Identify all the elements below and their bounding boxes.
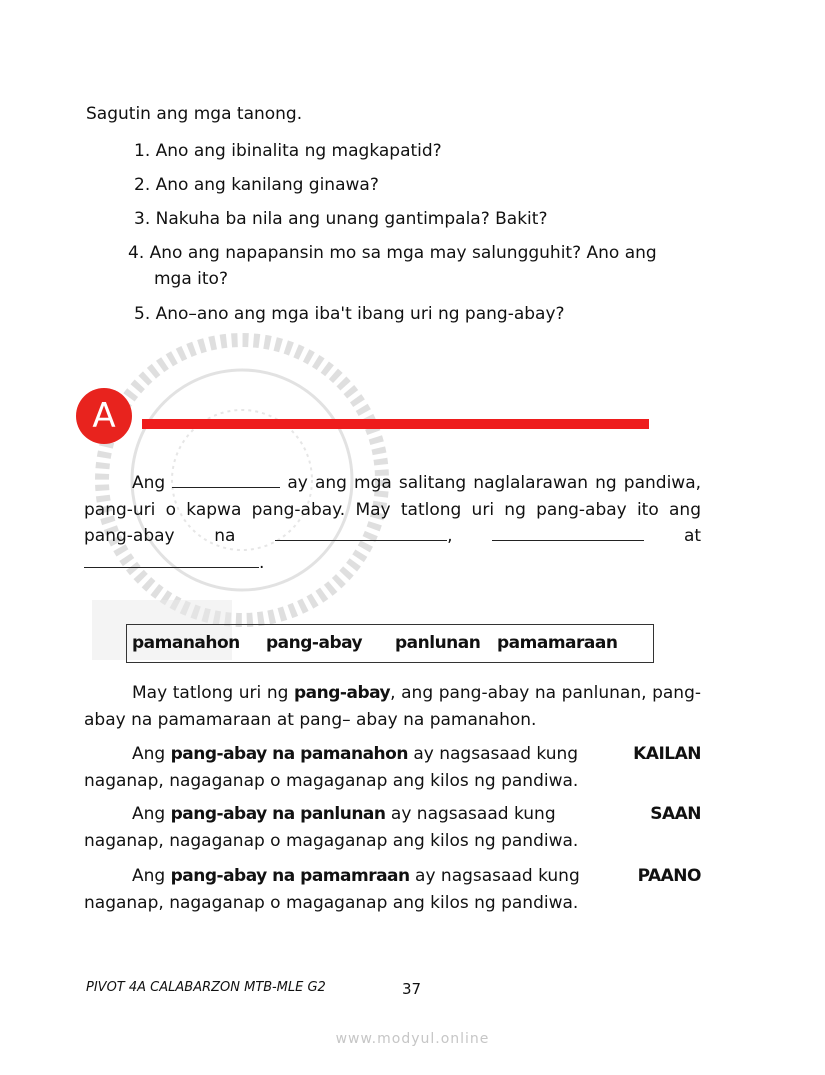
word-box-item: pamamaraan xyxy=(497,633,618,653)
page-number: 37 xyxy=(402,980,422,998)
word-box-item: pang-abay xyxy=(266,633,363,653)
bold-keyword: SAAN xyxy=(650,804,701,824)
text: May tatlong uri ng xyxy=(132,683,289,703)
text: ay nagsasaad kung xyxy=(390,804,556,824)
question-3: 3. Nakuha ba nila ang unang gantimpala? Bakit? xyxy=(134,209,548,229)
question-4 xyxy=(128,240,700,292)
instruction-text: Sagutin ang mga tanong. xyxy=(86,104,303,124)
fill-text-2: ay ang mga salitang naglalarawan ng pandiwa, pang-uri o kapwa pang-abay. May tatlong uri ng pang-abay ito ang pang-abay na xyxy=(84,473,702,546)
section-divider-bar xyxy=(142,419,649,429)
text: ay nagsasaad kung xyxy=(415,866,580,886)
text: Ang xyxy=(132,744,166,764)
blank-2 xyxy=(275,524,447,541)
text: Ang xyxy=(132,804,166,824)
website-watermark: www.modyul.online xyxy=(335,1031,490,1047)
question-2: 2. Ano ang kanilang ginawa? xyxy=(134,175,379,195)
bold-keyword: KAILAN xyxy=(633,744,701,764)
text: ay nagsasaad kung xyxy=(413,744,579,764)
bold-term: pang-abay na pamamraan xyxy=(170,866,410,886)
question-1: 1. Ano ang ibinalita ng magkapatid? xyxy=(134,141,442,161)
paragraph-types xyxy=(84,680,701,733)
blank-3 xyxy=(492,524,644,541)
blank-4 xyxy=(84,551,259,568)
fill-text-3: , xyxy=(447,526,453,546)
paragraph-pamanahon xyxy=(84,741,701,794)
text: naganap, nagaganap o magaganap ang kilos ng pandiwa. xyxy=(84,770,579,791)
bold-term: pang-abay na pamanahon xyxy=(170,744,408,764)
bold-keyword: PAANO xyxy=(637,866,701,886)
fill-text-1: Ang xyxy=(132,473,166,493)
question-5: 5. Ano–ano ang mga iba't ibang uri ng pang-abay? xyxy=(134,304,565,324)
paragraph-panlunan xyxy=(84,801,701,854)
bold-term: pang-abay na panlunan xyxy=(170,804,386,824)
text: naganap, nagaganap o magaganap ang kilos ng pandiwa. xyxy=(84,892,579,913)
section-badge: A xyxy=(76,388,132,444)
paragraph-pamamaraan xyxy=(84,863,701,916)
text: naganap, nagaganap o magaganap ang kilos ng pandiwa. xyxy=(84,830,579,851)
text: Ang xyxy=(132,866,166,886)
word-box xyxy=(126,624,654,663)
text: , ang pang-abay na panlunan, pang-abay na pamamaraan at pang– abay na pamanahon. xyxy=(84,683,702,730)
fill-text-4: at xyxy=(683,526,702,546)
bold-term: pang-abay xyxy=(294,683,391,703)
fill-in-paragraph xyxy=(84,470,701,576)
footer-series: PIVOT 4A CALABARZON MTB-MLE G2 xyxy=(86,980,326,995)
word-box-item: panlunan xyxy=(395,633,481,653)
question-4-line-2: mga ito? xyxy=(154,269,228,289)
blank-1 xyxy=(172,471,280,488)
word-box-item: pamanahon xyxy=(132,633,240,653)
fill-text-5: . xyxy=(259,552,265,573)
question-4-line-1: 4. Ano ang napapansin mo sa mga may salungguhit? Ano ang xyxy=(128,243,657,263)
